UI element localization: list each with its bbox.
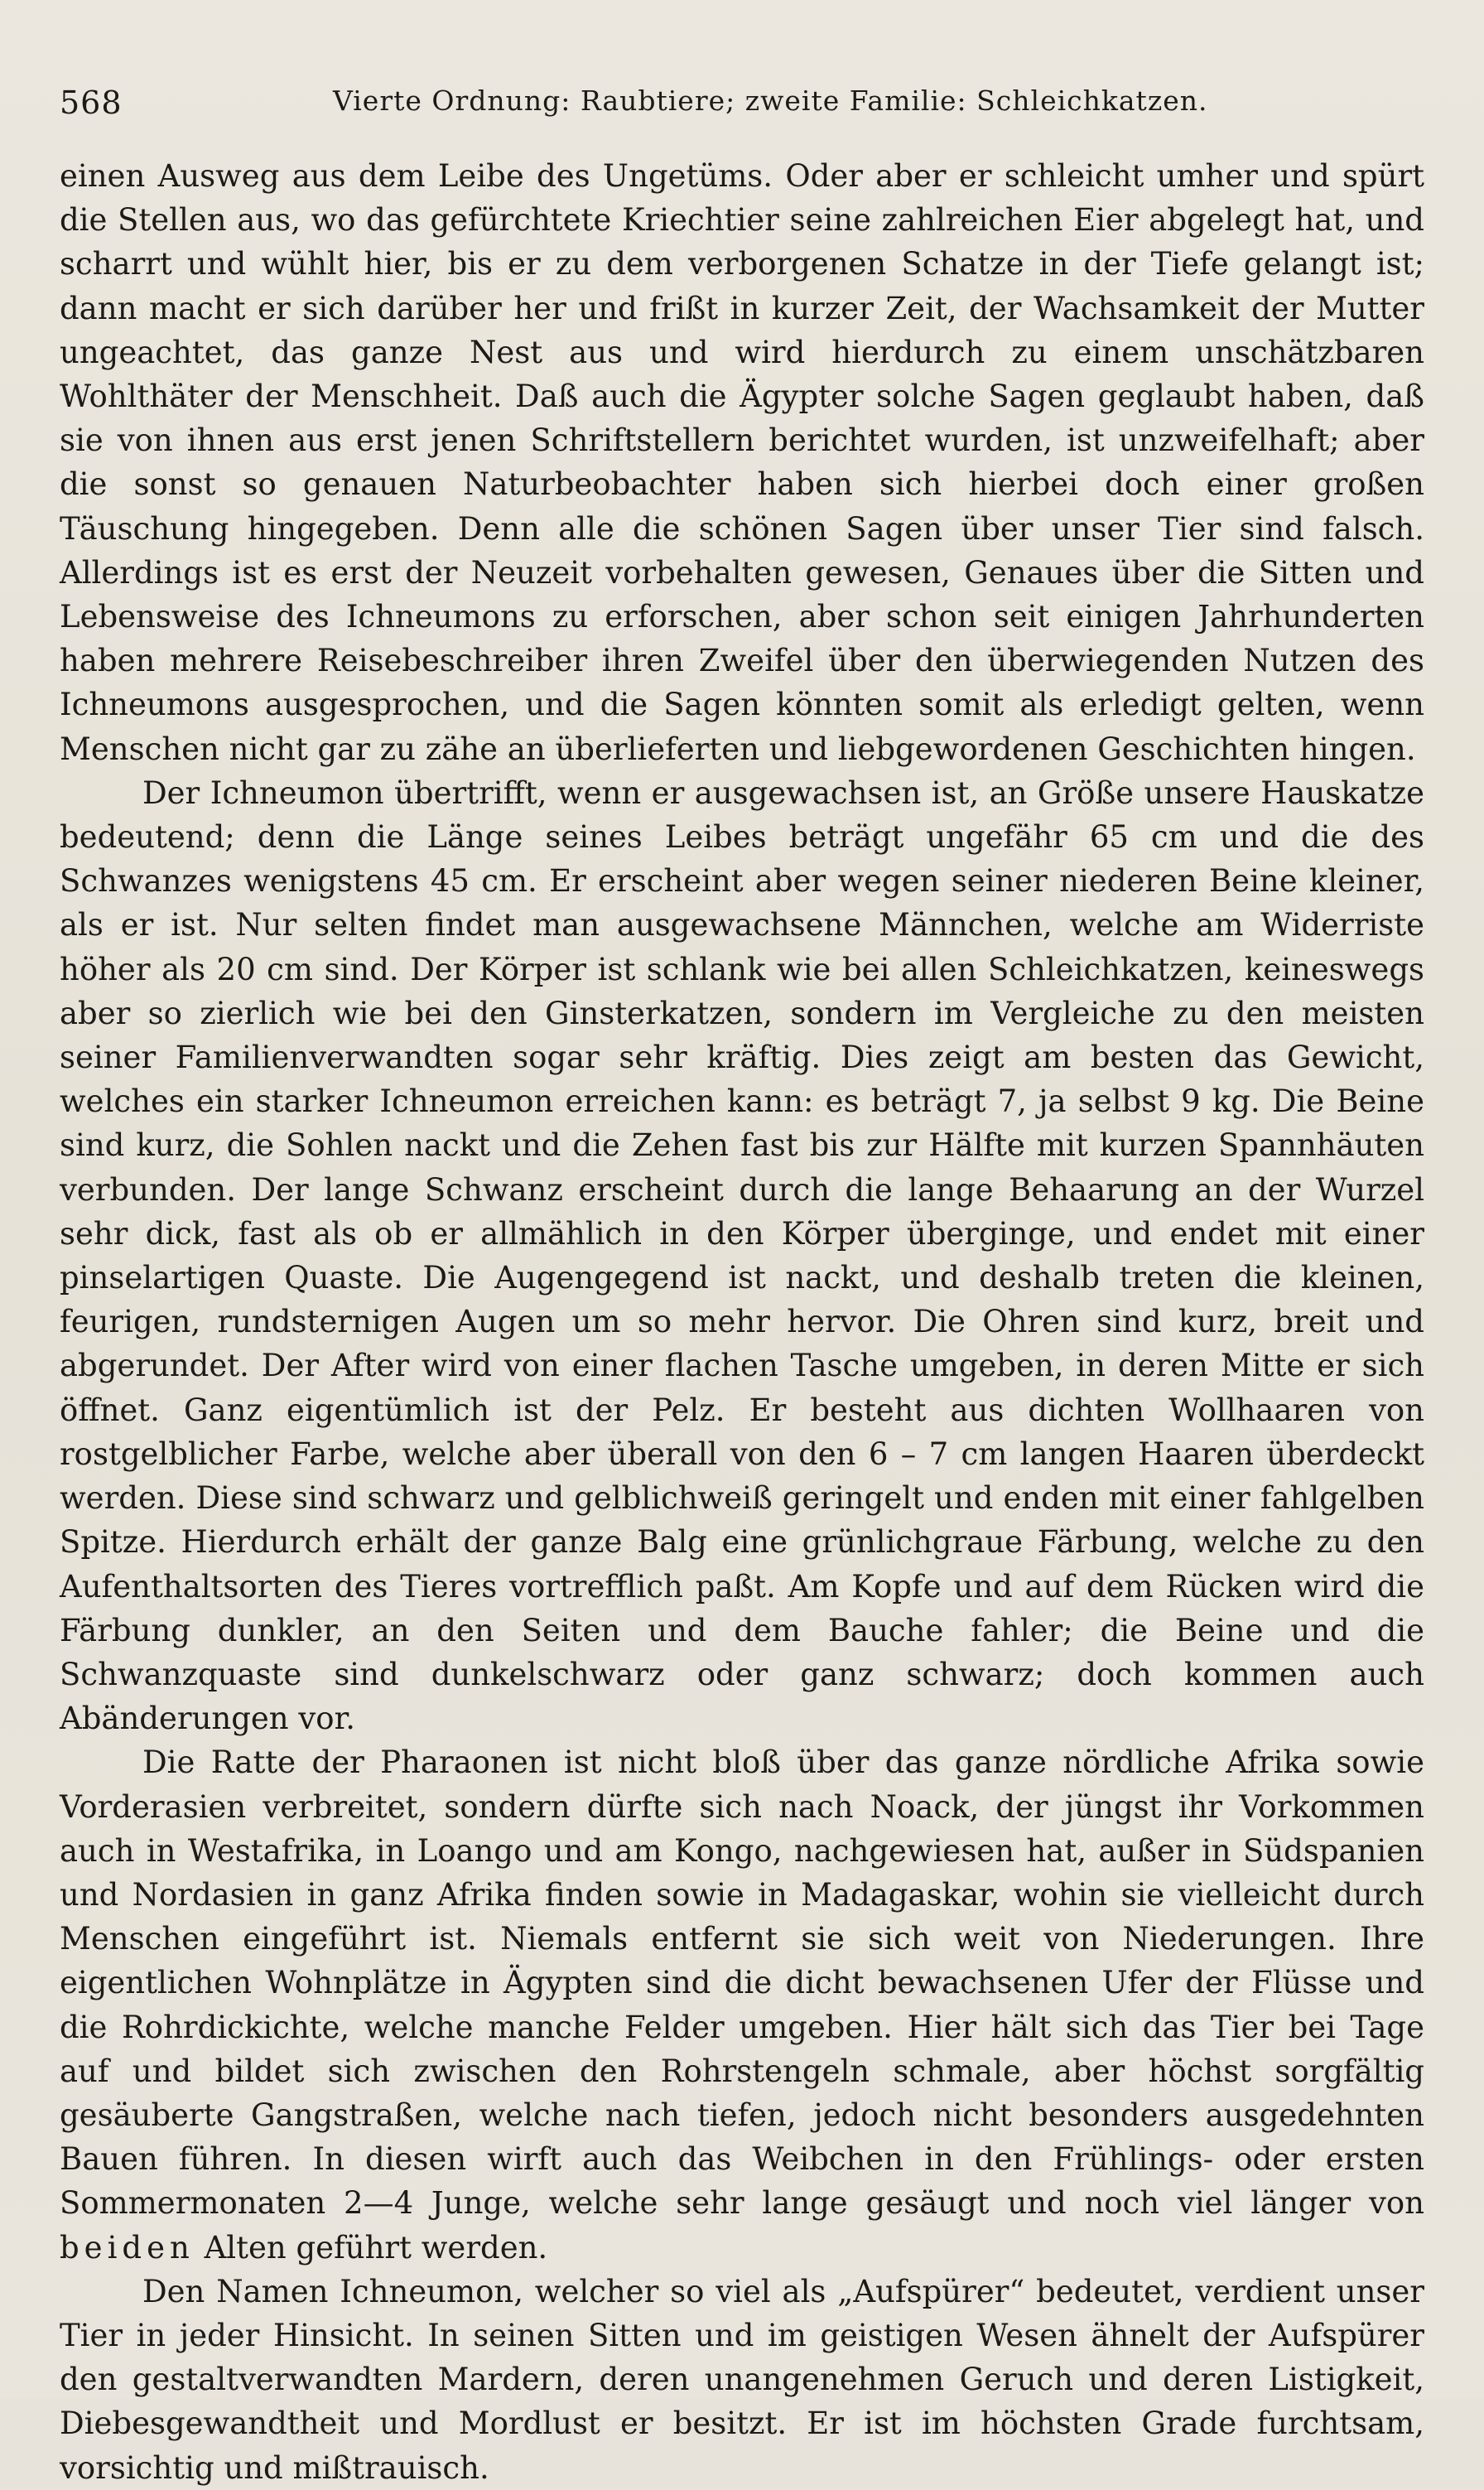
page-header bbox=[60, 73, 1434, 123]
paragraph-text: Die Ratte der Pharaonen ist nicht bloß über das ganze nördliche Afrika sowie Vorderasien verbreitet, sondern dürfte sich nach Noack, der jüngst ihr Vorkommen auch in Westafrika, in Loango und am Kongo, nachgewiesen hat, außer in Südspanien und Nordasien in ganz Afrika finden sowie in Madagaskar, wohin sie vielleicht durch Menschen eingeführt ist. Niemals entfernt sie sich weit von Niederungen. Ihre eigentlichen Wohnplätze in Ägypten sind die dicht bewachsenen Ufer der Flüsse und die Rohrdickichte, welche manche Felder umgeben. Hier hält sich das Tier bei Tage auf und bildet sich zwischen den Rohrstengeln schmale, aber höchst sorgfältig gesäuberte Gangstraßen, welche nach tiefen, jedoch nicht besonders ausgedehnten Bauen führen. In diesen wirft auch das Weibchen in den Frühlings- oder ersten Sommermonaten 2—4 Junge, welche sehr lange gesäugt und noch viel länger von bbox=[60, 1744, 1424, 2222]
page-number: 568 bbox=[60, 84, 123, 121]
paragraph-1 bbox=[60, 154, 1424, 771]
paragraph-text: Der Ichneumon übertrifft, wenn er ausgewachsen ist, an Größe unsere Hauskatze bedeutend; denn die Länge seines Leibes beträgt ungefähr 65 cm und die des Schwanzes wenigstens 45 cm. Er erscheint aber wegen seiner niederen Beine kleiner, als er ist. Nur selten findet man ausgewachsene Männchen, welche am Widerriste höher als 20 cm sind. Der Körper ist schlank wie bei allen Schleichkatzen, keineswegs aber so zierlich wie bei den Ginsterkatzen, sondern im Vergleiche zu den meisten seiner Familienverwandten sogar sehr kräftig. Dies zeigt am besten das Gewicht, welches ein starker Ichneumon erreichen kann: es beträgt 7, ja selbst 9 kg. Die Beine sind kurz, die Sohlen nackt und die Zehen fast bis zur Hälfte mit kurzen Spannhäuten verbunden. Der lange Schwanz erscheint durch die lange Behaarung an der Wurzel sehr dick, fast als ob er allmählich in den Körper überginge, und endet mit einer pinselartigen Quaste. Die Augengegend ist nackt, und deshalb treten die kleinen, feurigen, rundsternigen Augen um so mehr hervor. Die Ohren sind kurz, breit und abgerundet. Der After wird von einer flachen Tasche umgeben, in deren Mitte er sich öffnet. Ganz eigentümlich ist der Pelz. Er besteht aus dichten Wollhaaren von rostgelblicher Farbe, welche aber überall von den 6 – 7 cm langen Haaren überdeckt werden. Diese sind schwarz und gelblichweiß geringelt und enden mit einer fahlgelben Spitze. Hierdurch erhält der ganze Balg eine grünlichgraue Färbung, welche zu den Aufenthaltsorten des Tieres vortrefflich paßt. Am Kopfe und auf dem Rücken wird die Färbung dunkler, an den Seiten und dem Bauche fahler; die Beine und die Schwanzquaste sind dunkelschwarz oder ganz schwarz; doch kommen auch Abänderungen vor. bbox=[60, 775, 1424, 1737]
paragraph-3 bbox=[60, 1740, 1424, 2269]
body-text bbox=[60, 154, 1424, 2490]
paragraph-4 bbox=[60, 2270, 1424, 2490]
emphasized-word: beiden bbox=[60, 2229, 195, 2266]
paragraph-text: einen Ausweg aus dem Leibe des Ungetüms. Oder aber er schleicht umher und spürt die Stellen aus, wo das gefürchtete Kriechtier seine zahlreichen Eier abgelegt hat, und scharrt und wühlt hier, bis er zu dem verborgenen Schatze in der Tiefe gelangt ist; dann macht er sich darüber her und frißt in kurzer Zeit, der Wachsamkeit der Mutter ungeachtet, das ganze Nest aus und wird hierdurch zu einem unschätzbaren Wohlthäter der Menschheit. Daß auch die Ägypter solche Sagen geglaubt haben, daß sie von ihnen aus erst jenen Schriftstellern berichtet wurden, ist unzweifelhaft; aber die sonst so genauen Naturbeobachter haben sich hierbei doch einer großen Täuschung hingegeben. Denn alle die schönen Sagen über unser Tier sind falsch. Allerdings ist es erst der Neuzeit vorbehalten gewesen, Genaues über die Sitten und Lebensweise des Ichneumons zu erforschen, aber schon seit einigen Jahrhunderten haben mehrere Reisebeschreiber ihren Zweifel über den überwiegenden Nutzen des Ichneumons ausgesprochen, und die Sagen könnten somit als erledigt gelten, wenn Menschen nicht gar zu zähe an überlieferten und liebgewordenen Geschichten hingen. bbox=[60, 158, 1424, 767]
paragraph-text: Den Namen Ichneumon, welcher so viel als „Aufspürer“ bedeutet, verdient unser Tier in jeder Hinsicht. In seinen Sitten und im geistigen Wesen ähnelt der Aufspürer den gestaltverwandten Mardern, deren unangenehmen Geruch und deren Listigkeit, Diebesgewandtheit und Mordlust er besitzt. Er ist im höchsten Grade furchtsam, vorsichtig und mißtrauisch. bbox=[60, 2273, 1424, 2486]
paragraph-text-tail: Alten geführt werden. bbox=[194, 2229, 548, 2266]
running-head: Vierte Ordnung: Raubtiere; zweite Familie: Schleichkatzen. bbox=[333, 84, 1208, 117]
paragraph-2 bbox=[60, 771, 1424, 1740]
